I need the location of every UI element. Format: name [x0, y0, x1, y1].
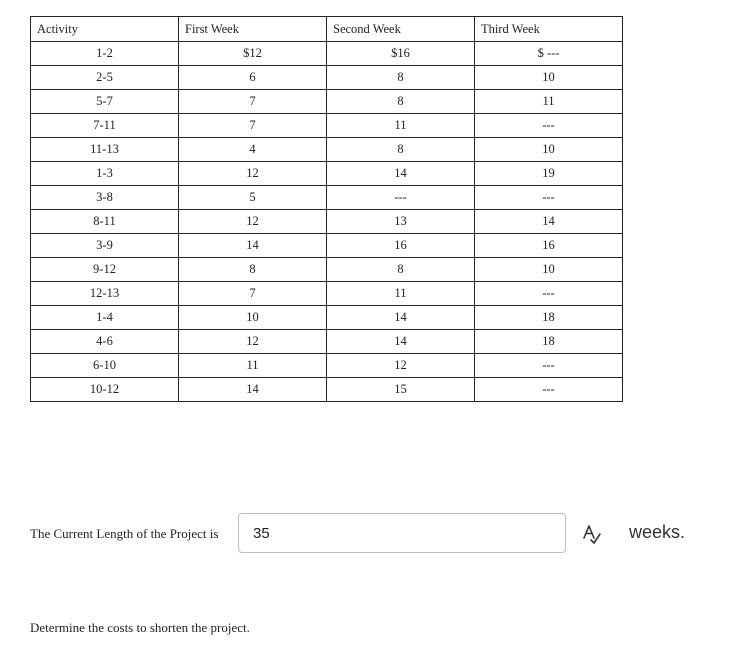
- cell-second-week: 8: [327, 258, 475, 282]
- cell-first-week: 5: [179, 186, 327, 210]
- cell-first-week: 4: [179, 138, 327, 162]
- cell-third-week: 14: [475, 210, 623, 234]
- cell-second-week: 8: [327, 66, 475, 90]
- table-row: [31, 306, 623, 330]
- cell-activity: 1-4: [31, 306, 179, 330]
- table-row: [31, 114, 623, 138]
- header-first-week: First Week: [179, 17, 327, 42]
- cell-third-week: ---: [475, 378, 623, 402]
- cell-second-week: 14: [327, 330, 475, 354]
- table-row: [31, 90, 623, 114]
- cell-first-week: 12: [179, 330, 327, 354]
- cell-third-week: 11: [475, 90, 623, 114]
- cell-activity: 8-11: [31, 210, 179, 234]
- cell-first-week: 12: [179, 210, 327, 234]
- table-row: [31, 186, 623, 210]
- cell-first-week: 14: [179, 234, 327, 258]
- table-row: [31, 258, 623, 282]
- table-row: [31, 282, 623, 306]
- cell-second-week: ---: [327, 186, 475, 210]
- table-row: [31, 234, 623, 258]
- cell-second-week: 15: [327, 378, 475, 402]
- cell-second-week: 11: [327, 114, 475, 138]
- cell-activity: 1-3: [31, 162, 179, 186]
- cell-second-week: 8: [327, 138, 475, 162]
- cell-third-week: 10: [475, 66, 623, 90]
- cell-first-week: 12: [179, 162, 327, 186]
- project-length-label: The Current Length of the Project is: [30, 526, 219, 541]
- cell-second-week: 14: [327, 162, 475, 186]
- project-length-input[interactable]: [238, 513, 566, 553]
- cell-first-week: 7: [179, 114, 327, 138]
- cell-activity: 11-13: [31, 138, 179, 162]
- instruction-text: Determine the costs to shorten the project.: [30, 620, 250, 635]
- cell-second-week: 8: [327, 90, 475, 114]
- cell-second-week: 16: [327, 234, 475, 258]
- table-row: [31, 138, 623, 162]
- cell-third-week: 10: [475, 258, 623, 282]
- cell-first-week: 6: [179, 66, 327, 90]
- cell-first-week: 11: [179, 354, 327, 378]
- table-row: [31, 42, 623, 66]
- table-row: [31, 66, 623, 90]
- spellcheck-icon[interactable]: [582, 523, 602, 545]
- cell-activity: 12-13: [31, 282, 179, 306]
- cell-third-week: ---: [475, 354, 623, 378]
- cell-third-week: 16: [475, 234, 623, 258]
- table-row: [31, 378, 623, 402]
- cell-activity: 2-5: [31, 66, 179, 90]
- table-row: [31, 354, 623, 378]
- cell-second-week: $16: [327, 42, 475, 66]
- cell-third-week: 18: [475, 330, 623, 354]
- cell-activity: 4-6: [31, 330, 179, 354]
- cell-first-week: 7: [179, 282, 327, 306]
- cell-second-week: 14: [327, 306, 475, 330]
- activity-cost-table: [30, 16, 623, 402]
- cell-first-week: 7: [179, 90, 327, 114]
- cell-activity: 9-12: [31, 258, 179, 282]
- table-header-row: [31, 17, 623, 42]
- header-second-week: Second Week: [327, 17, 475, 42]
- cell-first-week: 10: [179, 306, 327, 330]
- cell-activity: 10-12: [31, 378, 179, 402]
- header-third-week: Third Week: [475, 17, 623, 42]
- header-activity: Activity: [31, 17, 179, 42]
- cell-activity: 3-8: [31, 186, 179, 210]
- cell-first-week: 8: [179, 258, 327, 282]
- cell-first-week: 14: [179, 378, 327, 402]
- cell-third-week: 10: [475, 138, 623, 162]
- cell-activity: 5-7: [31, 90, 179, 114]
- cell-third-week: ---: [475, 114, 623, 138]
- cell-second-week: 13: [327, 210, 475, 234]
- cell-activity: 3-9: [31, 234, 179, 258]
- cell-activity: 7-11: [31, 114, 179, 138]
- table-row: [31, 162, 623, 186]
- cell-third-week: 19: [475, 162, 623, 186]
- table-row: [31, 330, 623, 354]
- cell-third-week: 18: [475, 306, 623, 330]
- cell-third-week: ---: [475, 282, 623, 306]
- cell-third-week: $ ---: [475, 42, 623, 66]
- cell-activity: 6-10: [31, 354, 179, 378]
- weeks-unit-label: weeks.: [629, 522, 686, 542]
- cell-third-week: ---: [475, 186, 623, 210]
- cell-second-week: 12: [327, 354, 475, 378]
- cell-activity: 1-2: [31, 42, 179, 66]
- cell-first-week: $12: [179, 42, 327, 66]
- project-length-row: [30, 513, 730, 555]
- table-row: [31, 210, 623, 234]
- cell-second-week: 11: [327, 282, 475, 306]
